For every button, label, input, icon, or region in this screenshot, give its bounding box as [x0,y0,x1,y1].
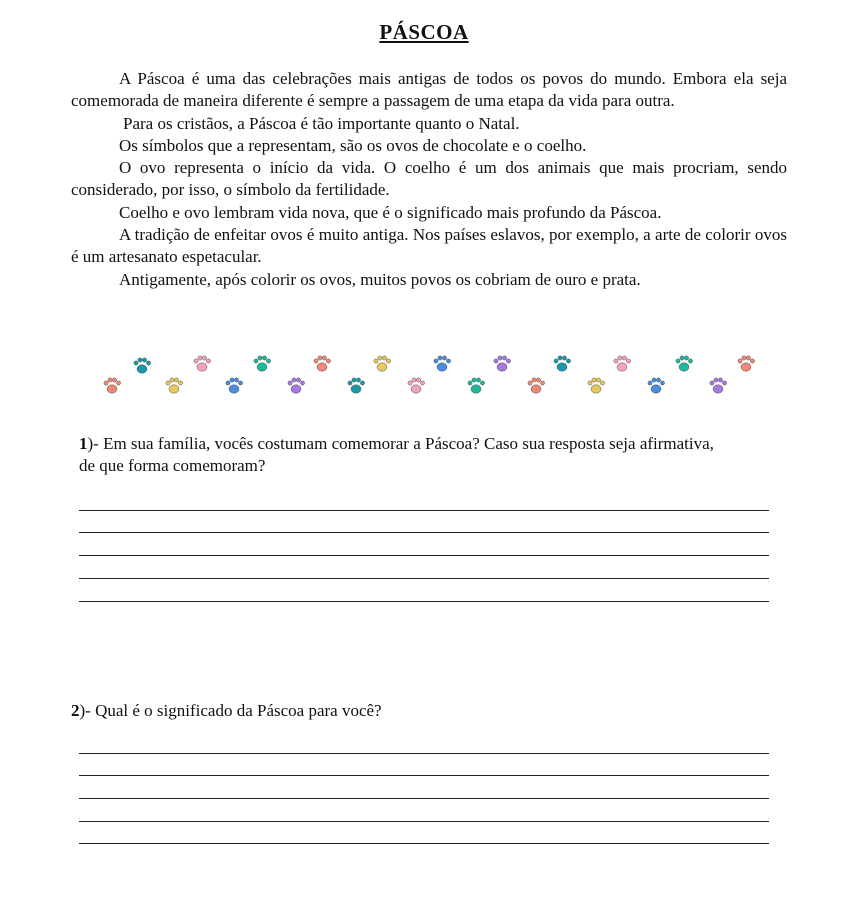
article-text [71,68,787,291]
answer-line[interactable] [79,821,769,822]
question-1 [79,433,729,477]
paw-print-icon [526,376,546,396]
paw-print-icon [646,376,666,396]
answer-line[interactable] [79,798,769,799]
paw-print-icon [346,376,366,396]
answer-line[interactable] [79,843,769,844]
answer-line[interactable] [79,578,769,579]
paw-print-icon [406,376,426,396]
paw-print-icon [102,376,122,396]
question-text: )- Em sua família, vocês costumam comemorar a Páscoa? Caso sua resposta seja afirmativa, de que forma comemoram? [79,434,714,475]
paw-print-icon [708,376,728,396]
paw-print-icon [466,376,486,396]
answer-line[interactable] [79,532,769,533]
answer-line[interactable] [79,510,769,511]
paragraph: Os símbolos que a representam, são os ovos de chocolate e o coelho. [119,135,587,155]
paw-print-icon [612,354,632,374]
paw-print-icon [132,356,152,376]
paw-print-icon [252,354,272,374]
question-number: 2 [71,701,80,720]
paragraph: O ovo representa o início da vida. O coelho é um dos animais que mais procriam, sendo considerado, por isso, o símbolo da fertilidade. [71,158,787,200]
paw-print-icon [312,354,332,374]
paw-print-icon [674,354,694,374]
paw-print-icon [164,376,184,396]
answer-line[interactable] [79,775,769,776]
paragraph: A tradição de enfeitar ovos é muito antiga. Nos países eslavos, por exemplo, a arte de colorir ovos é um artesanato espetacular. [71,225,787,267]
paw-print-icon [492,354,512,374]
question-text: )- Qual é o significado da Páscoa para você? [79,701,382,720]
answer-line[interactable] [79,753,769,754]
paragraph: Coelho e ovo lembram vida nova, que é o significado mais profundo da Páscoa. [119,202,662,222]
question-2 [71,700,771,722]
paw-print-icon [552,354,572,374]
paw-prints-border [100,348,760,400]
page-title: PÁSCOA [379,20,469,44]
paragraph: A Páscoa é uma das celebrações mais antigas de todos os povos do mundo. Embora ela seja comemorada de maneira diferente é sempre a passagem de uma etapa da vida para outra. [71,69,787,111]
answer-line[interactable] [79,555,769,556]
paw-print-icon [192,354,212,374]
paw-print-icon [586,376,606,396]
paw-print-icon [286,376,306,396]
paragraph: Para os cristãos, a Páscoa é tão importante quanto o Natal. [123,113,520,133]
paw-print-icon [372,354,392,374]
paw-print-icon [432,354,452,374]
paw-print-icon [736,354,756,374]
paw-print-icon [224,376,244,396]
question-number: 1 [79,434,88,453]
answer-line[interactable] [79,601,769,602]
paragraph: Antigamente, após colorir os ovos, muitos povos os cobriam de ouro e prata. [119,269,641,289]
